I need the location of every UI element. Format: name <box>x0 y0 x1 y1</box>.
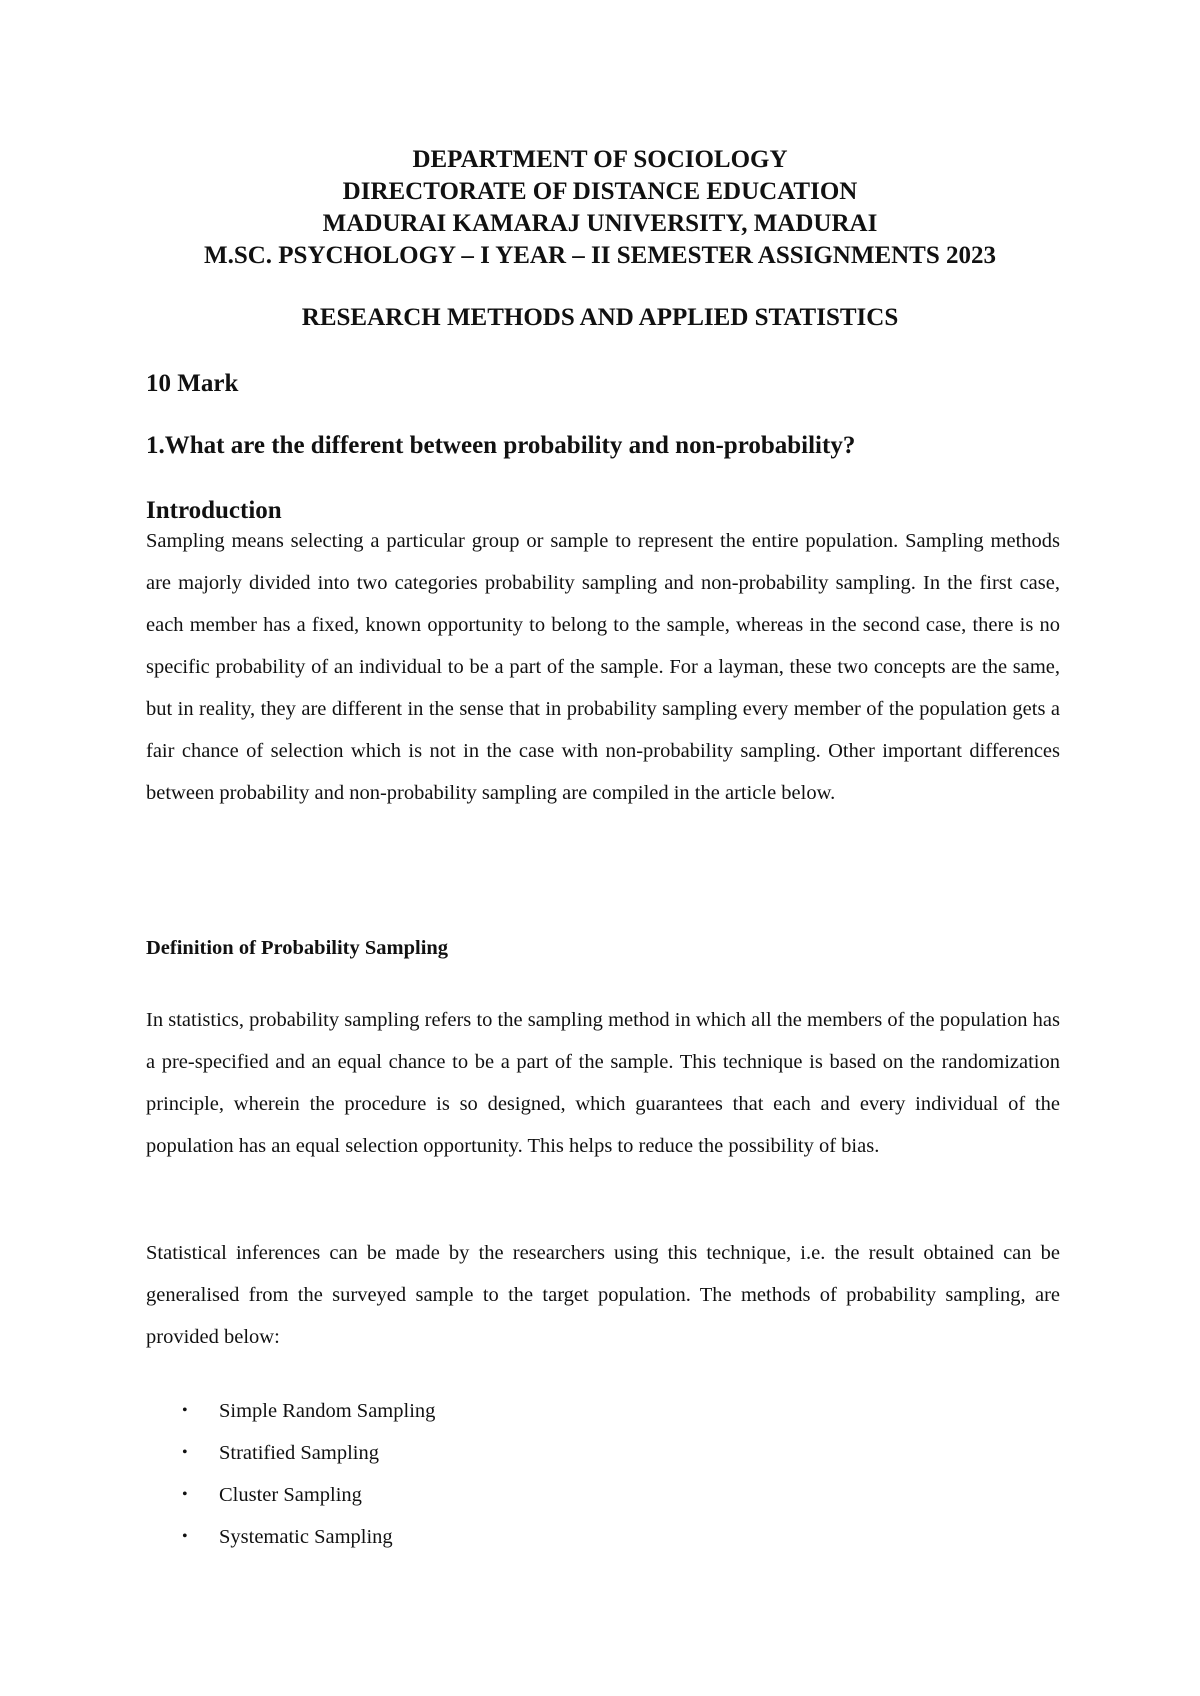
list-item-label: Simple Random Sampling <box>219 1400 436 1422</box>
definition-heading: Definition of Probability Sampling <box>146 937 449 959</box>
directorate-title: DIRECTORATE OF DISTANCE EDUCATION <box>342 178 858 205</box>
list-item <box>146 1390 435 1432</box>
introduction-paragraph: Sampling means selecting a particular group or sample to represent the entire population. Sampling methods are majorly divided into two categories probability sampling and non-probability sampling. In the first case, each member has a fixed, known opportunity to belong to the sample, whereas in the second case, there is no specific probability of an individual to be a part of the sample. For a layman, these two concepts are the same, but in reality, they are different in the sense that in probability sampling every member of the population gets a fair chance of selection which is not in the case with non-probability sampling. Other important differences between probability and non-probability sampling are compiled in the article below. <box>146 530 1060 804</box>
definition-paragraph: In statistics, probability sampling refers to the sampling method in which all the members of the population has a pre-specified and an equal chance to be a part of the sample. This technique is based on the randomization principle, wherein the procedure is so designed, which guarantees that each and every individual of the population has an equal selection opportunity. This helps to reduce the possibility of bias. <box>146 1009 1060 1157</box>
mark-label: 10 Mark <box>146 370 239 397</box>
document-header <box>0 144 1200 272</box>
sampling-methods-list <box>146 1390 435 1558</box>
bullet-icon: • <box>182 1528 188 1545</box>
list-item-label: Stratified Sampling <box>219 1442 379 1464</box>
inference-paragraph: Statistical inferences can be made by the researchers using this technique, i.e. the result obtained can be generalised from the surveyed sample to the target population. The methods of probability sampling, are provided below: <box>146 1242 1060 1348</box>
university-title: MADURAI KAMARAJ UNIVERSITY, MADURAI <box>322 210 878 237</box>
bullet-icon: • <box>182 1444 188 1461</box>
introduction-heading: Introduction <box>146 497 282 524</box>
list-item-label: Cluster Sampling <box>219 1484 362 1506</box>
course-title: M.SC. PSYCHOLOGY – I YEAR – II SEMESTER ASSIGNMENTS 2023 <box>203 242 997 269</box>
bullet-icon: • <box>182 1486 188 1503</box>
list-item <box>146 1474 435 1516</box>
list-item <box>146 1432 435 1474</box>
list-item-label: Systematic Sampling <box>219 1526 393 1548</box>
subject-title: RESEARCH METHODS AND APPLIED STATISTICS <box>301 304 899 331</box>
list-item <box>146 1516 435 1558</box>
bullet-icon: • <box>182 1402 188 1419</box>
department-title: DEPARTMENT OF SOCIOLOGY <box>412 146 788 173</box>
question-heading: 1.What are the different between probability and non-probability? <box>146 432 856 459</box>
